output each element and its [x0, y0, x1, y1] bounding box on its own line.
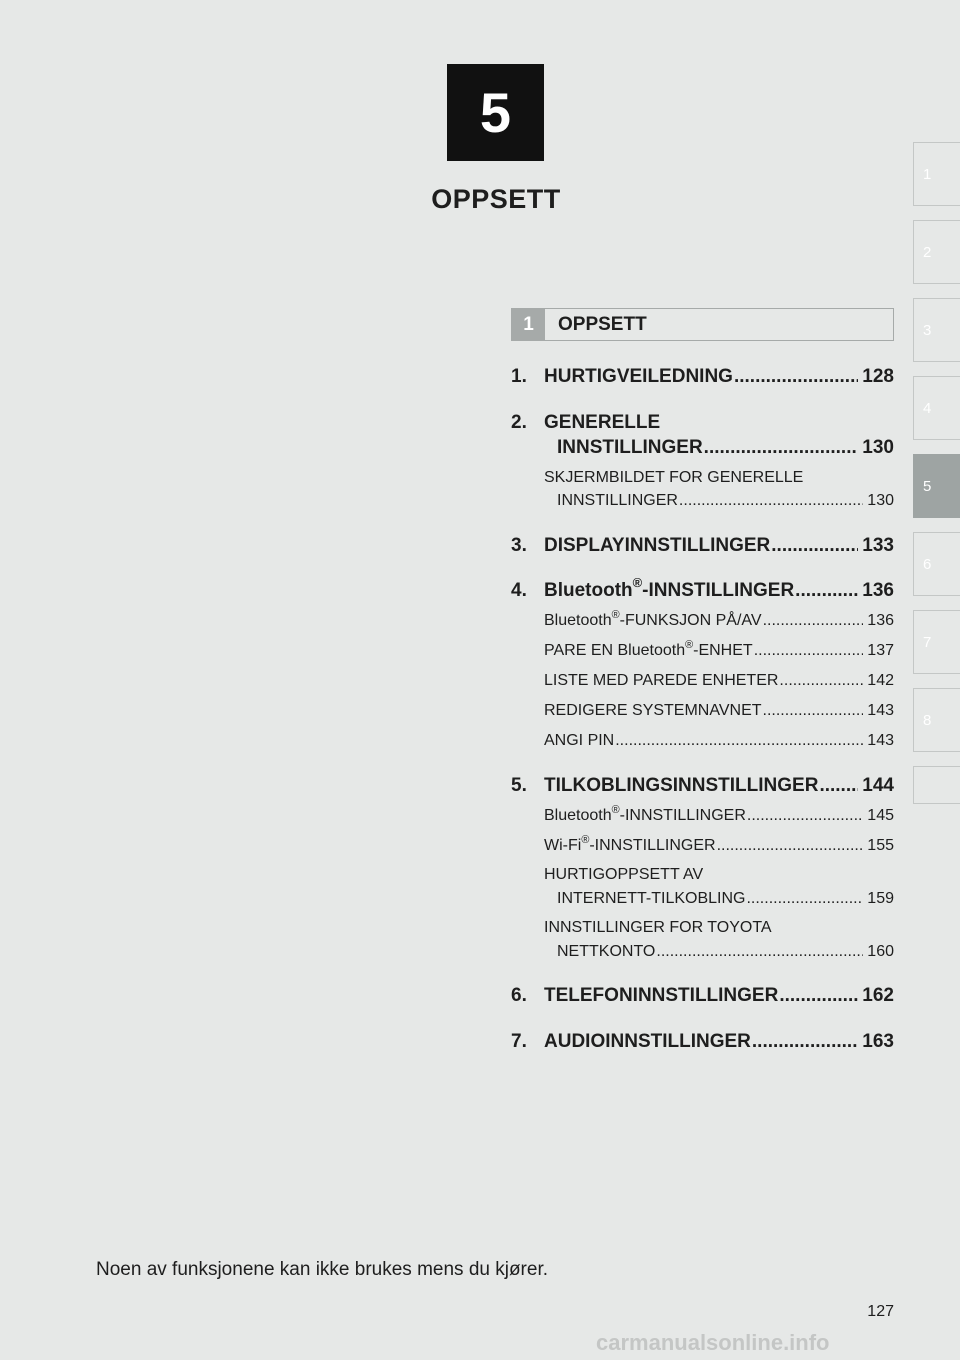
toc-subentry-skjermbildet[interactable]: SKJERMBILDET FOR GENERELLE [544, 469, 804, 486]
toc-entry-telefoninnstillinger[interactable]: 6. TELEFONINNSTILLINGER ..... 162 [511, 985, 894, 1009]
page-number: 127 [867, 1303, 894, 1320]
side-tab-3[interactable]: 3 [913, 298, 960, 362]
toc-subentry-wifi-innstillinger[interactable]: Wi-Fi®-INNSTILLINGER ..... 155 [544, 837, 894, 859]
toc-entry-tilkoblingsinnstillinger[interactable]: 5. TILKOBLINGSINNSTILLINGER ..... 144 [511, 775, 894, 799]
footnote: Noen av funksjonene kan ikke brukes mens du kjører. [96, 1259, 549, 1280]
toc-subentry-bluetooth-innstillinger[interactable]: Bluetooth®-INNSTILLINGER ..... 145 [544, 807, 894, 829]
side-tab-5[interactable]: 5 [913, 454, 960, 518]
section-number: 1 [512, 309, 545, 340]
side-tab-2[interactable]: 2 [913, 220, 960, 284]
toc-entry-generelle-innstillinger[interactable]: 2. GENERELLE [511, 412, 661, 433]
chapter-title: OPPSETT [431, 184, 561, 214]
toc-entry-displayinnstillinger[interactable]: 3. DISPLAYINNSTILLINGER ..... 133 [511, 535, 894, 559]
toc-subentry-pare-enhet[interactable]: PARE EN Bluetooth®-ENHET ..... 137 [544, 642, 894, 664]
toc-subentry-skjermbildet-cont[interactable]: INNSTILLINGER ..... 130 [544, 492, 894, 514]
toc-subentry-redigere-systemnavnet[interactable]: REDIGERE SYSTEMNAVNET ..... 143 [544, 702, 894, 724]
side-tab-8[interactable]: 8 [913, 688, 960, 752]
toc-subentry-hurtigoppsett-cont[interactable]: INTERNETT-TILKOBLING ..... 159 [544, 890, 894, 912]
toc-subentry-angi-pin[interactable]: ANGI PIN ..... 143 [544, 732, 894, 754]
chapter-number-box [447, 64, 544, 161]
toc-subentry-liste-parede[interactable]: LISTE MED PAREDE ENHETER ..... 142 [544, 672, 894, 694]
watermark: carmanualsonline.info [596, 1330, 830, 1355]
toc-subentry-bluetooth-funksjon[interactable]: Bluetooth®-FUNKSJON PÅ/AV ..... 136 [544, 612, 894, 634]
side-tab-7[interactable]: 7 [913, 610, 960, 674]
side-tab-blank[interactable] [913, 766, 960, 804]
section-title: OPPSETT [558, 313, 647, 335]
toc-subentry-hurtigoppsett[interactable]: HURTIGOPPSETT AV [544, 866, 704, 883]
side-tab-4[interactable]: 4 [913, 376, 960, 440]
toc-subentry-toyota-nettkonto[interactable]: INNSTILLINGER FOR TOYOTA [544, 919, 772, 936]
section-header [511, 308, 894, 341]
toc-entry-bluetooth-innstillinger[interactable]: 4. Bluetooth®-INNSTILLINGER ..... 136 [511, 580, 894, 604]
side-tab-6[interactable]: 6 [913, 532, 960, 596]
toc-entry-audioinnstillinger[interactable]: 7. AUDIOINNSTILLINGER ..... 163 [511, 1031, 894, 1055]
toc-subentry-toyota-nettkonto-cont[interactable]: NETTKONTO ..... 160 [544, 943, 894, 965]
chapter-number: 5 [479, 81, 512, 144]
toc-entry-hurtigveiledning[interactable]: 1. HURTIGVEILEDNING ..... 128 [511, 366, 894, 390]
side-tab-1[interactable]: 1 [913, 142, 960, 206]
toc-entry-generelle-innstillinger-cont[interactable]: INNSTILLINGER ..... 130 [544, 437, 894, 461]
